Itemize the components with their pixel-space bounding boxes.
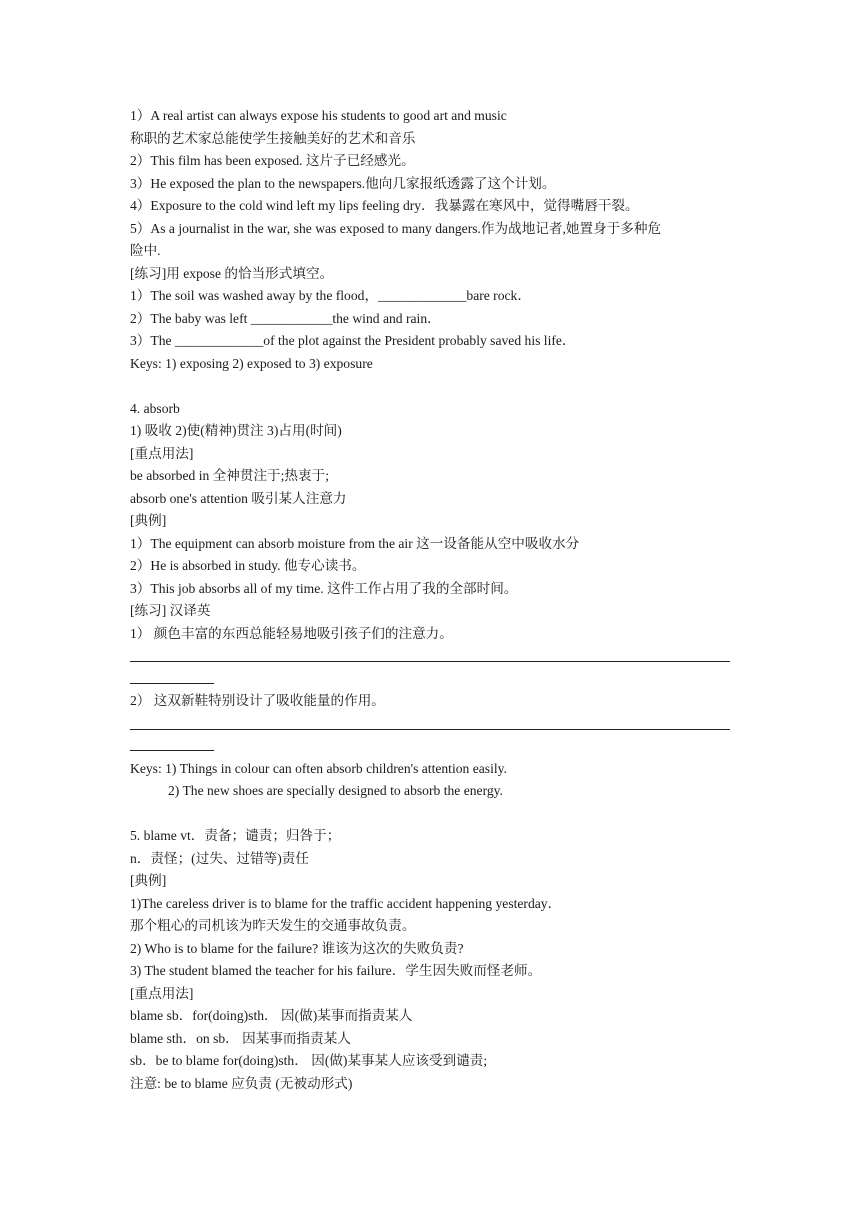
text-line: 1）A real artist can always expose his students to good art and music <box>130 108 507 123</box>
text-line: 1）The equipment can absorb moisture from the air 这一设备能从空中吸收水分 <box>130 535 580 551</box>
text-line: 3）He exposed the plan to the newspapers.他向几家报纸透露了这个计划。 <box>130 175 556 191</box>
text-line: 2) The new shoes are specially designed to absorb the energy. <box>168 783 503 798</box>
blank-line <box>130 375 740 398</box>
answer-line <box>130 645 740 668</box>
text-line: 4. absorb <box>130 400 180 416</box>
answer-line <box>130 735 740 758</box>
text-line: n．责怪；(过失、过错等)责任 <box>130 850 309 866</box>
text-line: [练习] 汉译英 <box>130 603 211 618</box>
text-line: sb．be to blame for(doing)sth． 因(做)某事某人应该受到谴责; <box>130 1053 488 1068</box>
text-line: 1)The careless driver is to blame for the traffic accident happening yesterday． <box>130 895 562 911</box>
text-line: blame sth．on sb． 因某事而指责某人 <box>130 1030 351 1046</box>
text-line: absorb one's attention 吸引某人注意力 <box>130 490 347 506</box>
answer-line <box>130 713 740 736</box>
text-line: 4）Exposure to the cold wind left my lips feeling dry．我暴露在寒风中，觉得嘴唇干裂。 <box>130 198 639 213</box>
document-body <box>130 105 740 1095</box>
text-line: 2）He is absorbed in study. 他专心读书。 <box>130 558 366 573</box>
blank-line <box>130 803 740 826</box>
text-line: [典例] <box>130 513 167 528</box>
text-line: [重点用法] <box>130 985 194 1001</box>
text-line: [典例] <box>130 873 167 888</box>
text-line: 称职的艺术家总能使学生接触美好的艺术和音乐 <box>130 130 416 146</box>
text-line: 1）The soil was washed away by the flood，_____________bare rock． <box>130 288 531 303</box>
text-line: 2) Who is to blame for the failure? 谁该为这次的失败负责? <box>130 940 464 956</box>
answer-line <box>130 668 740 691</box>
text-line: be absorbed in 全神贯注于;热衷于; <box>130 468 329 483</box>
text-line: 那个粗心的司机该为昨天发生的交通事故负责。 <box>130 918 416 933</box>
text-line: 5）As a journalist in the war, she was exposed to many dangers.作为战地记者,她置身于多种危 <box>130 220 662 236</box>
text-line: Keys: 1) exposing 2) exposed to 3) exposure <box>130 355 373 371</box>
text-line: 注意: be to blame 应负责 (无被动形式) <box>130 1075 353 1091</box>
text-line: [重点用法] <box>130 445 194 461</box>
text-line: blame sb．for(doing)sth． 因(做)某事而指责某人 <box>130 1008 413 1023</box>
text-line: 1) 吸收 2)使(精神)贯注 3)占用(时间) <box>130 423 342 438</box>
text-line: 2）The baby was left ____________the wind and rain． <box>130 310 441 326</box>
text-line: 2）This film has been exposed. 这片子已经感光。 <box>130 153 415 168</box>
text-line: 3) The student blamed the teacher for his failure．学生因失败而怪老师。 <box>130 963 542 978</box>
text-line: 3）This job absorbs all of my time. 这件工作占用了我的全部时间。 <box>130 580 518 596</box>
text-line: [练习]用 expose 的恰当形式填空。 <box>130 265 334 281</box>
text-line: 1） 颜色丰富的东西总能轻易地吸引孩子们的注意力。 <box>130 625 453 641</box>
text-line: 2） 这双新鞋特别设计了吸收能量的作用。 <box>130 693 385 708</box>
text-line: 3）The _____________of the plot against the President probably saved his life． <box>130 333 576 348</box>
text-line: 险中. <box>130 243 161 258</box>
text-line: 5. blame vt．责备；谴责；归咎于； <box>130 828 341 843</box>
text-line: Keys: 1) Things in colour can often absorb children's attention easily. <box>130 760 507 776</box>
